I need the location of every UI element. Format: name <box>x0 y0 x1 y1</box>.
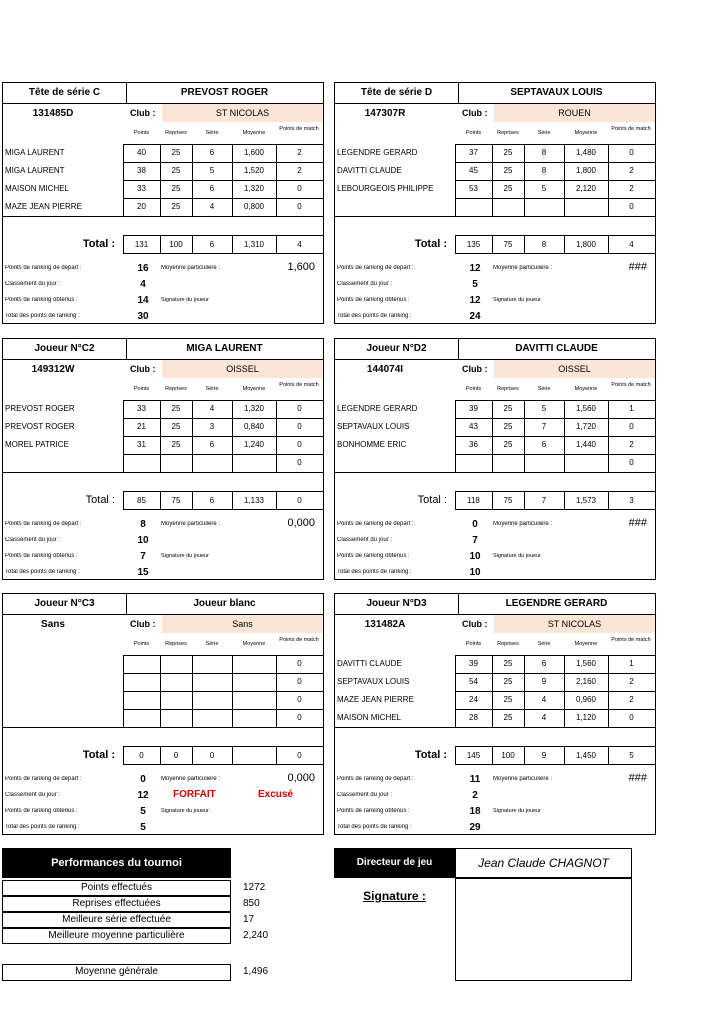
total-points: 85 <box>137 496 146 505</box>
match-moyenne: 1,480 <box>575 148 597 157</box>
match-pm: 2 <box>629 184 634 193</box>
ranking-label: Classement du jour : <box>5 792 61 798</box>
column-header: Série <box>205 130 219 136</box>
match-serie: 3 <box>209 422 215 431</box>
match-moyenne: 1,120 <box>575 713 597 722</box>
match-moyenne: 1,720 <box>575 422 597 431</box>
opponent-name: LEGENDRE GERARD <box>337 404 418 413</box>
total-serie: 9 <box>541 751 547 760</box>
signature-box[interactable] <box>455 878 632 981</box>
signature-joueur-label: Signature du joueur <box>161 297 210 303</box>
moyenne-particuliere-value: 0,000 <box>287 772 315 784</box>
ranking-label: Points de ranking de départ : <box>5 265 82 271</box>
match-pm: 0 <box>629 458 634 467</box>
column-header: Points <box>133 386 150 392</box>
match-reprises: 25 <box>503 713 513 722</box>
player-card <box>2 593 324 835</box>
ranking-value: 4 <box>140 279 146 290</box>
match-serie: 4 <box>541 713 547 722</box>
column-header: Moyenne <box>574 130 598 136</box>
total-pm: 0 <box>297 751 302 760</box>
ranking-value: 8 <box>140 519 146 530</box>
opponent-name: PREVOST ROGER <box>5 404 75 413</box>
player-name: PREVOST ROGER <box>180 87 269 98</box>
card-title: Tête de série D <box>360 87 433 98</box>
ranking-label: Classement du jour : <box>337 281 393 287</box>
total-points: 135 <box>466 240 481 249</box>
match-points: 45 <box>469 166 478 175</box>
match-serie: 8 <box>541 166 547 175</box>
column-header: Points de match <box>279 637 319 643</box>
total-serie: 6 <box>209 496 215 505</box>
player-license: 131482A <box>364 619 406 630</box>
player-license: 131485D <box>32 108 74 119</box>
match-serie: 7 <box>541 422 547 431</box>
match-pm: 0 <box>297 458 302 467</box>
match-serie: 4 <box>209 202 215 211</box>
total-reprises: 75 <box>503 496 513 505</box>
column-header: Série <box>537 130 551 136</box>
match-pm: 0 <box>297 659 302 668</box>
player-license: Sans <box>41 619 65 630</box>
ranking-label: Total des points de ranking : <box>337 313 412 319</box>
match-moyenne: 1,560 <box>575 659 597 668</box>
ranking-label: Total des points de ranking : <box>5 313 80 319</box>
column-header: Points de match <box>611 637 651 643</box>
match-reprises: 25 <box>503 677 513 686</box>
match-points: 37 <box>469 148 478 157</box>
match-serie: 4 <box>541 695 547 704</box>
match-reprises: 25 <box>503 404 513 413</box>
opponent-name: PREVOST ROGER <box>5 422 75 431</box>
ranking-label: Points de ranking de départ : <box>5 776 82 782</box>
match-pm: 0 <box>297 184 302 193</box>
player-card <box>334 338 656 580</box>
total-serie: 6 <box>209 240 215 249</box>
match-pm: 1 <box>629 404 634 413</box>
performance-value: 17 <box>243 914 255 925</box>
ranking-label: Points de ranking de départ : <box>5 521 82 527</box>
club-name: ROUEN <box>494 104 655 122</box>
moyenne-particuliere-label: Moyenne particulière : <box>493 521 553 527</box>
total-points: 0 <box>139 751 144 760</box>
total-reprises: 75 <box>171 496 181 505</box>
ranking-value: 29 <box>469 822 481 833</box>
match-pm: 0 <box>297 404 302 413</box>
match-pm: 2 <box>629 695 634 704</box>
match-moyenne: 1,440 <box>575 440 597 449</box>
match-moyenne: 1,520 <box>243 166 265 175</box>
player-name: LEGENDRE GERARD <box>505 598 608 609</box>
match-moyenne: 2,160 <box>575 677 597 686</box>
ranking-value: 5 <box>140 822 146 833</box>
match-points: 33 <box>137 184 146 193</box>
ranking-label: Classement du jour : <box>5 281 61 287</box>
match-reprises: 25 <box>171 184 181 193</box>
ranking-label: Points de ranking obtenus : <box>337 297 410 303</box>
ranking-value: 24 <box>469 311 481 322</box>
total-moyenne: 1,573 <box>575 496 597 505</box>
column-header: Points <box>465 386 482 392</box>
column-header: Série <box>537 386 551 392</box>
total-points: 145 <box>466 751 481 760</box>
match-pm: 0 <box>629 148 634 157</box>
match-moyenne: 1,240 <box>243 440 265 449</box>
club-label: Club : <box>462 364 488 374</box>
match-reprises: 25 <box>503 184 513 193</box>
total-moyenne: 1,133 <box>243 496 265 505</box>
total-label: Total : <box>417 494 447 506</box>
ranking-label: Total des points de ranking : <box>5 569 80 575</box>
match-pm: 0 <box>629 202 634 211</box>
opponent-name: BONHOMME ERIC <box>337 440 407 449</box>
total-serie: 7 <box>541 496 547 505</box>
match-moyenne: 1,560 <box>575 404 597 413</box>
match-pm: 0 <box>297 440 302 449</box>
opponent-name: DAVITTI CLAUDE <box>337 659 402 668</box>
column-header: Moyenne <box>242 641 266 647</box>
player-name: Joueur blanc <box>193 598 256 609</box>
player-license: 149312W <box>31 364 75 375</box>
opponent-name: MAISON MICHEL <box>5 184 70 193</box>
player-license: 147307R <box>364 108 406 119</box>
match-reprises: 25 <box>171 422 181 431</box>
match-pm: 2 <box>297 166 302 175</box>
column-header: Moyenne <box>574 386 598 392</box>
column-header: Points <box>465 130 482 136</box>
opponent-name: MIGA LAURENT <box>5 166 65 175</box>
total-pm: 4 <box>629 240 634 249</box>
excuse-status: Excusé <box>258 789 294 800</box>
ranking-label: Total des points de ranking : <box>5 824 80 830</box>
match-pm: 0 <box>629 422 634 431</box>
column-header: Points <box>133 130 150 136</box>
match-pm: 0 <box>297 422 302 431</box>
total-reprises: 0 <box>173 751 179 760</box>
signature-joueur-label: Signature du joueur <box>161 553 210 559</box>
club-label: Club : <box>130 364 156 374</box>
match-serie: 6 <box>541 659 547 668</box>
ranking-value: 12 <box>469 295 481 306</box>
opponent-name: MOREL PATRICE <box>5 440 69 449</box>
moyenne-particuliere-value: ### <box>628 517 647 529</box>
performance-label: Meilleure série effectuée <box>62 914 171 925</box>
match-serie: 8 <box>541 148 547 157</box>
match-moyenne: 1,320 <box>243 184 265 193</box>
ranking-value: 7 <box>140 551 146 562</box>
performance-label: Reprises effectuées <box>72 898 161 909</box>
total-points: 118 <box>467 496 480 505</box>
directeur-label: Directeur de jeu <box>334 848 455 878</box>
club-name: ST NICOLAS <box>162 104 323 122</box>
column-header: Moyenne <box>242 130 266 136</box>
match-reprises: 25 <box>503 422 513 431</box>
ranking-value: 18 <box>469 806 481 817</box>
total-pm: 0 <box>297 496 302 505</box>
player-name: SEPTAVAUX LOUIS <box>510 87 603 98</box>
match-moyenne: 0,960 <box>575 695 597 704</box>
ranking-label: Points de ranking de départ : <box>337 776 414 782</box>
player-name: DAVITTI CLAUDE <box>515 343 598 354</box>
total-moyenne: 1,800 <box>575 240 597 249</box>
column-header: Reprises <box>165 130 187 136</box>
column-header: Moyenne <box>574 641 598 647</box>
column-header: Série <box>205 641 219 647</box>
ranking-label: Classement du jour : <box>337 792 393 798</box>
total-label: Total : <box>414 238 447 250</box>
ranking-value: 5 <box>140 806 146 817</box>
match-moyenne: 1,320 <box>243 404 265 413</box>
total-label: Total : <box>82 749 115 761</box>
moyenne-particuliere-label: Moyenne particulière : <box>493 265 553 271</box>
club-name: Sans <box>162 615 323 633</box>
forfait-status: FORFAIT <box>173 789 216 800</box>
match-reprises: 25 <box>171 202 181 211</box>
match-reprises: 25 <box>503 148 513 157</box>
match-pm: 2 <box>629 440 634 449</box>
match-reprises: 25 <box>503 440 513 449</box>
club-label: Club : <box>462 108 488 118</box>
match-points: 39 <box>469 659 478 668</box>
signature-joueur-label: Signature du joueur <box>493 553 542 559</box>
ranking-value: 30 <box>137 311 149 322</box>
match-serie: 5 <box>541 184 547 193</box>
match-pm: 2 <box>629 677 634 686</box>
ranking-label: Total des points de ranking : <box>337 824 412 830</box>
total-points: 131 <box>134 240 149 249</box>
match-reprises: 25 <box>503 695 513 704</box>
club-label: Club : <box>130 108 156 118</box>
column-header: Reprises <box>497 641 519 647</box>
match-reprises: 25 <box>171 148 181 157</box>
total-pm: 4 <box>297 240 302 249</box>
column-header: Points <box>133 641 150 647</box>
match-pm: 0 <box>629 713 634 722</box>
signature-joueur-label: Signature du joueur <box>161 808 210 814</box>
match-points: 28 <box>469 713 478 722</box>
club-name: ST NICOLAS <box>494 615 655 633</box>
ranking-value: 12 <box>469 263 481 274</box>
ranking-value: 12 <box>137 790 149 801</box>
card-title: Joueur N°D3 <box>366 598 427 609</box>
match-pm: 0 <box>297 202 302 211</box>
club-label: Club : <box>130 619 156 629</box>
column-header: Reprises <box>165 641 187 647</box>
performance-label: Meilleure moyenne particulière <box>48 930 185 941</box>
signature-joueur-label: Signature du joueur <box>493 808 542 814</box>
ranking-label: Points de ranking de départ : <box>337 265 414 271</box>
directeur-name: Jean Claude CHAGNOT <box>478 856 609 870</box>
signature-label: Signature : <box>363 889 426 903</box>
opponent-name: MAZE JEAN PIERRE <box>5 202 82 211</box>
ranking-value: 0 <box>472 519 478 530</box>
match-reprises: 25 <box>503 166 513 175</box>
match-pm: 0 <box>297 713 302 722</box>
card-title: Joueur N°C2 <box>34 343 95 354</box>
match-points: 21 <box>137 422 146 431</box>
card-title: Tête de série C <box>28 87 101 98</box>
ranking-label: Points de ranking obtenus : <box>5 297 78 303</box>
total-serie: 0 <box>209 751 215 760</box>
match-moyenne: 1,800 <box>575 166 597 175</box>
ranking-value: 15 <box>137 567 149 578</box>
total-serie: 8 <box>541 240 547 249</box>
match-moyenne: 0,800 <box>243 202 265 211</box>
player-card <box>334 593 656 835</box>
ranking-value: 16 <box>137 263 149 274</box>
match-serie: 6 <box>209 184 215 193</box>
player-name: MIGA LAURENT <box>186 343 263 354</box>
club-name: OISSEL <box>162 360 323 378</box>
opponent-name: LEGENDRE GERARD <box>337 148 418 157</box>
total-moyenne: 1,450 <box>575 751 597 760</box>
match-points: 38 <box>137 166 146 175</box>
total-label: Total : <box>85 494 115 506</box>
match-points: 54 <box>469 677 478 686</box>
ranking-label: Points de ranking obtenus : <box>337 553 410 559</box>
total-label: Total : <box>82 238 115 250</box>
total-reprises: 75 <box>503 240 513 249</box>
ranking-value: 14 <box>137 295 149 306</box>
moyenne-particuliere-label: Moyenne particulière : <box>161 265 221 271</box>
performance-value: 850 <box>243 898 260 909</box>
ranking-label: Total des points de ranking : <box>337 569 412 575</box>
signature-joueur-label: Signature du joueur <box>493 297 542 303</box>
moyenne-particuliere-value: 0,000 <box>287 517 315 529</box>
match-points: 39 <box>469 404 478 413</box>
total-pm: 5 <box>629 751 634 760</box>
match-points: 40 <box>137 148 146 157</box>
ranking-label: Points de ranking obtenus : <box>5 553 78 559</box>
card-title: Joueur N°C3 <box>34 598 95 609</box>
match-serie: 6 <box>541 440 547 449</box>
ranking-label: Points de ranking obtenus : <box>337 808 410 814</box>
ranking-value: 10 <box>469 567 481 578</box>
match-moyenne: 2,120 <box>575 184 597 193</box>
column-header: Points de match <box>279 126 319 132</box>
match-points: 36 <box>469 440 478 449</box>
match-points: 43 <box>469 422 478 431</box>
match-serie: 5 <box>209 166 215 175</box>
column-header: Reprises <box>497 386 519 392</box>
player-card <box>2 338 324 580</box>
match-moyenne: 1,600 <box>243 148 265 157</box>
match-moyenne: 0,840 <box>243 422 265 431</box>
total-reprises: 100 <box>501 751 515 760</box>
match-serie: 6 <box>209 440 215 449</box>
opponent-name: SEPTAVAUX LOUIS <box>337 422 410 431</box>
ranking-value: 2 <box>472 790 478 801</box>
match-pm: 1 <box>629 659 634 668</box>
ranking-label: Classement du jour : <box>5 537 61 543</box>
column-header: Série <box>205 386 219 392</box>
ranking-value: 7 <box>472 535 478 546</box>
performance-value: 1272 <box>243 882 266 893</box>
match-pm: 2 <box>629 166 634 175</box>
column-header: Moyenne <box>242 386 266 392</box>
moyenne-generale-value: 1,496 <box>243 966 269 977</box>
match-pm: 0 <box>297 695 302 704</box>
column-header: Points de match <box>611 126 651 132</box>
match-reprises: 25 <box>171 440 181 449</box>
moyenne-particuliere-value: 1,600 <box>287 261 315 273</box>
club-name: OISSEL <box>494 360 655 378</box>
ranking-label: Classement du jour : <box>337 537 393 543</box>
ranking-value: 10 <box>137 535 149 546</box>
match-reprises: 25 <box>171 404 181 413</box>
total-pm: 3 <box>629 496 634 505</box>
match-reprises: 25 <box>171 166 181 175</box>
ranking-label: Points de ranking obtenus : <box>5 808 78 814</box>
ranking-value: 10 <box>469 551 481 562</box>
club-label: Club : <box>462 619 488 629</box>
moyenne-particuliere-label: Moyenne particulière : <box>161 776 221 782</box>
card-title: Joueur N°D2 <box>366 343 427 354</box>
ranking-label: Points de ranking de départ : <box>337 521 414 527</box>
opponent-name: DAVITTI CLAUDE <box>337 166 402 175</box>
ranking-value: 0 <box>140 774 146 785</box>
match-points: 33 <box>137 404 146 413</box>
moyenne-generale-label: Moyenne générale <box>75 966 158 977</box>
match-points: 31 <box>137 440 146 449</box>
match-reprises: 25 <box>503 659 513 668</box>
player-license: 144074I <box>366 364 404 375</box>
total-moyenne: 1,310 <box>243 240 265 249</box>
total-label: Total : <box>414 749 447 761</box>
moyenne-particuliere-label: Moyenne particulière : <box>493 776 553 782</box>
column-header: Points de match <box>611 382 651 388</box>
match-serie: 9 <box>541 677 547 686</box>
player-card <box>334 82 656 324</box>
performance-label: Points effectués <box>81 882 152 893</box>
performances-title: Performances du tournoi <box>2 848 231 878</box>
match-pm: 2 <box>297 148 302 157</box>
match-serie: 5 <box>541 404 547 413</box>
opponent-name: SEPTAVAUX LOUIS <box>337 677 410 686</box>
match-serie: 6 <box>209 148 215 157</box>
moyenne-particuliere-label: Moyenne particulière : <box>161 521 221 527</box>
opponent-name: MIGA LAURENT <box>5 148 65 157</box>
ranking-value: 5 <box>472 279 478 290</box>
opponent-name: MAISON MICHEL <box>337 713 402 722</box>
opponent-name: LEBOURGEOIS PHILIPPE <box>337 184 434 193</box>
player-card <box>2 82 324 324</box>
opponent-name: MAZE JEAN PIERRE <box>337 695 414 704</box>
moyenne-particuliere-value: ### <box>628 772 647 784</box>
moyenne-particuliere-value: ### <box>628 261 647 273</box>
total-reprises: 100 <box>169 240 183 249</box>
column-header: Points de match <box>279 382 319 388</box>
match-pm: 0 <box>297 677 302 686</box>
match-points: 20 <box>137 202 146 211</box>
column-header: Reprises <box>165 386 187 392</box>
column-header: Série <box>537 641 551 647</box>
performance-value: 2,240 <box>243 930 269 941</box>
column-header: Reprises <box>497 130 519 136</box>
match-serie: 4 <box>209 404 215 413</box>
match-points: 53 <box>469 184 478 193</box>
match-points: 24 <box>469 695 478 704</box>
column-header: Points <box>465 641 482 647</box>
ranking-value: 11 <box>469 774 481 785</box>
